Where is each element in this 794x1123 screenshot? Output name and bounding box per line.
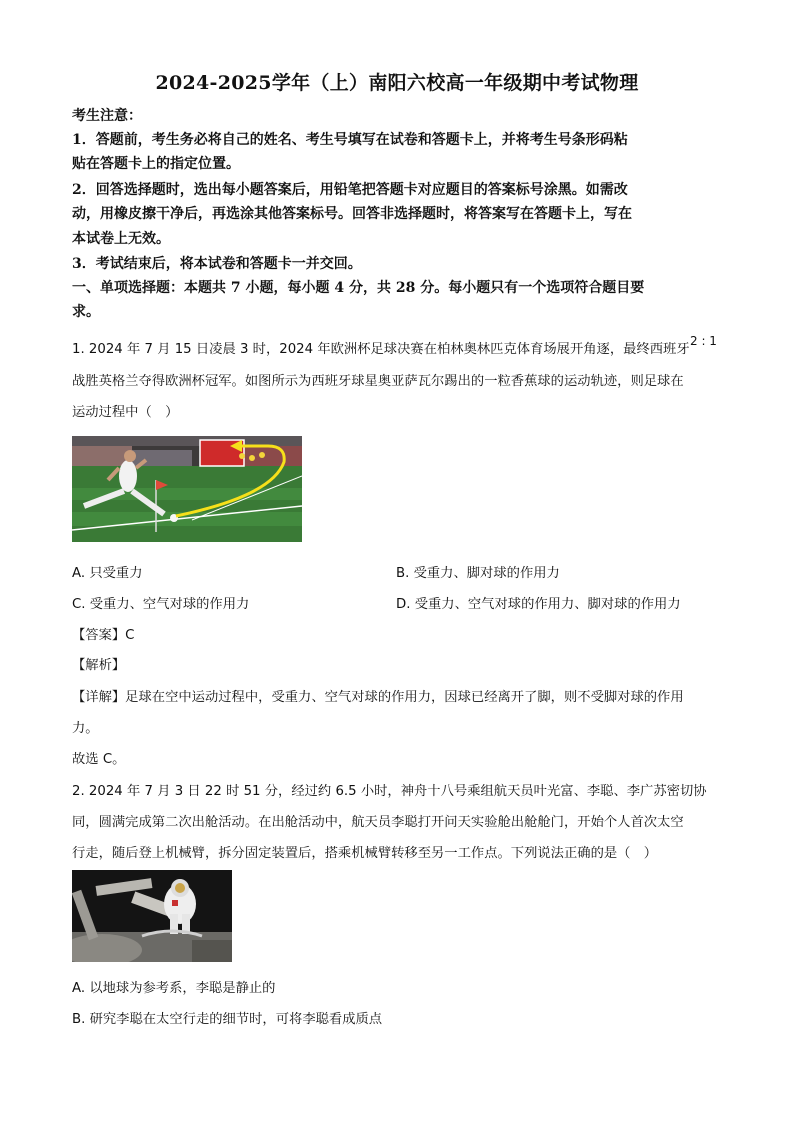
q1-analysis-label: 【解析】 xyxy=(72,658,126,673)
q1-option-c: C. 受重力、空气对球的作用力 xyxy=(72,597,250,612)
exam-title: 2024-2025学年（上）南阳六校高一年级期中考试物理 xyxy=(155,72,639,94)
q2-stem-line3: 行走，随后登上机械臂，拆分固定装置后，搭乘机械臂转移至另一工作点。下列说法正确的是（ ） xyxy=(72,846,658,861)
banana-kick-photo xyxy=(72,436,302,542)
q1-conclusion: 故选 C。 xyxy=(72,752,126,767)
q1-stem-line2: 战胜英格兰夺得欧洲杯冠军。如图所示为西班牙球星奥亚萨瓦尔踢出的一粒香蕉球的运动轨迹，则足球在 xyxy=(72,374,684,389)
notice-line: 1．答题前，考生务必将自己的姓名、考生号填写在试卷和答题卡上，并将考生号条形码粘 xyxy=(72,132,628,148)
notice-line: 动，用橡皮擦干净后，再选涂其他答案标号。回答非选择题时，将答案写在答题卡上，写在 xyxy=(72,206,632,222)
q1-stem-line3: 运动过程中（ ） xyxy=(72,405,179,420)
q1-stem-line1: 1. 2024 年 7 月 15 日凌晨 3 时，2024 年欧洲杯足球决赛在柏林奥林匹克体育场展开角逐，最终西班牙 xyxy=(72,342,690,357)
q1-score: 2 : 1 xyxy=(690,334,717,348)
notice-line: 3．考试结束后，将本试卷和答题卡一并交回。 xyxy=(72,256,362,272)
football-corner-kick-image xyxy=(72,436,302,542)
q2-stem-line1: 2. 2024 年 7 月 3 日 22 时 51 分，经过约 6.5 小时，神舟十八号乘组航天员叶光富、李聪、李广苏密切协 xyxy=(72,784,707,799)
section-heading-cont: 求。 xyxy=(72,304,100,320)
q1-option-b: B. 受重力、脚对球的作用力 xyxy=(396,566,560,581)
q2-option-b: B. 研究李聪在太空行走的细节时，可将李聪看成质点 xyxy=(72,1012,383,1027)
notice-heading: 考生注意： xyxy=(72,108,142,124)
q2-stem-line2: 同，圆满完成第二次出舱活动。在出舱活动中，航天员李聪打开问天实验舱出舱舱门，开始个人首次太空 xyxy=(72,815,684,830)
astronaut-photo xyxy=(72,870,232,962)
notice-line: 本试卷上无效。 xyxy=(72,231,170,247)
notice-line: 2．回答选择题时，选出每小题答案后，用铅笔把答题卡对应题目的答案标号涂黑。如需改 xyxy=(72,182,628,198)
q1-answer: 【答案】C xyxy=(72,628,135,643)
q1-option-a: A. 只受重力 xyxy=(72,566,143,581)
notice-line: 贴在答题卡上的指定位置。 xyxy=(72,156,240,172)
spacewalk-image xyxy=(72,870,232,962)
section-heading: 一、单项选择题：本题共 7 小题，每小题 4 分，共 28 分。每小题只有一个选项符合题目要 xyxy=(72,280,645,296)
q1-detail-line1: 【详解】足球在空中运动过程中，受重力、空气对球的作用力，因球已经离开了脚，则不受脚对球的作用 xyxy=(72,690,684,705)
q2-option-a: A. 以地球为参考系，李聪是静止的 xyxy=(72,981,276,996)
q1-detail-line2: 力。 xyxy=(72,721,99,736)
q1-option-d: D. 受重力、空气对球的作用力、脚对球的作用力 xyxy=(396,597,681,612)
